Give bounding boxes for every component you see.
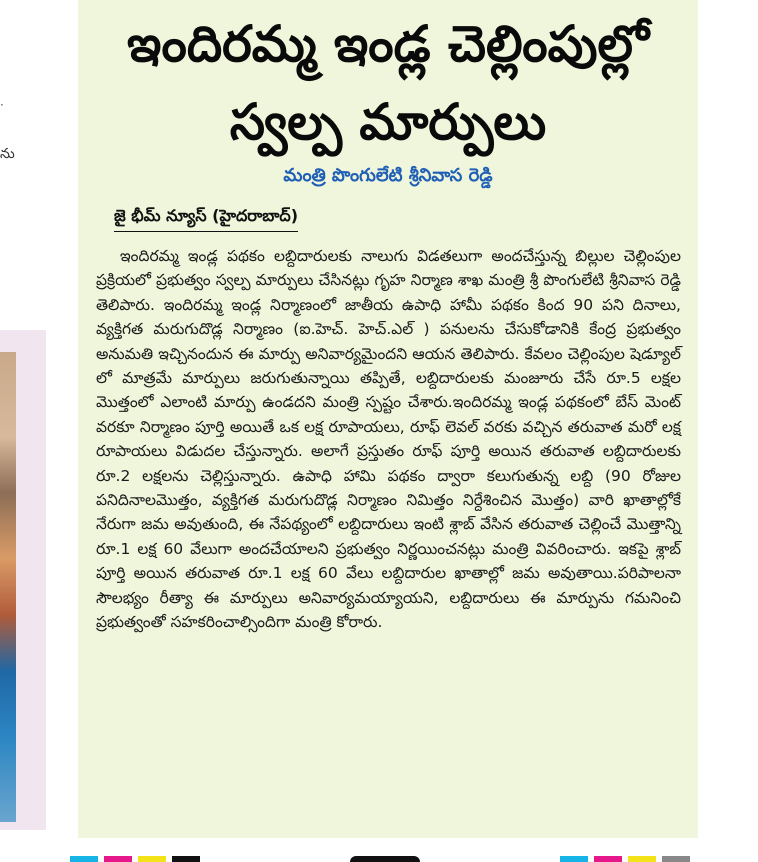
adjacent-photo-panel bbox=[0, 330, 46, 830]
headline-line-2: స్వల్ప మార్పులు bbox=[229, 93, 547, 151]
adjacent-column-mark: · bbox=[0, 98, 4, 112]
news-article bbox=[78, 0, 698, 838]
dateline: జై భీమ్ న్యూస్ (హైదరాబాద్) bbox=[114, 206, 298, 232]
subheadline: మంత్రి పొంగులేటి శ్రీనివాస రెడ్డి bbox=[283, 165, 493, 186]
headline-line-1: ఇందిరమ్మ ఇండ్ల చెల్లింపుల్లో bbox=[127, 15, 649, 73]
adjacent-photo bbox=[0, 352, 16, 822]
article-body: ఇందిరమ్మ ఇండ్ల పథకం లబ్దిదారులకు నాలుగు విడతలుగా అందచేస్తున్న బిల్లుల చెల్లింపుల ప్రక్రియలో ప్రభుత్వం స్వల్ప మార్పులు చేసినట్లు గృహ నిర్మాణ శాఖ మంత్రి శ్రీ పొంగులేటి శ్రీనివాస రెడ్డి తెలిపారు. ఇందిరమ్మ ఇండ్ల నిర్మాణంలో జాతీయ ఉపాధి హామీ పథకం కింద 90 పని దినాలు, వ్యక్తిగత మరుగుదొడ్ల నిర్మాణం (ఐ.హెచ్. హెచ్.ఎల్ ) పనులను చేసుకోడానికి కేంద్ర ప్రభుత్వం అనుమతి ఇచ్చినందున ఈ మార్పు అనివార్యమైందని ఆయన తెలిపారు. కేవలం చెల్లింపుల షెడ్యూల్ లో మాత్రమే మార్పులు జరుగుతున్నాయి తప్పితే, లబ్దిదారులకు మంజూరు చేసే రూ.5 లక్షల మొత్తంలో ఎలాంటి మార్పు ఉండదని మంత్రి స్పష్టం చేశారు.ఇందిరమ్మ ఇండ్ల పథకంలో బేస్ మెంట్ వరకూ నిర్మాణం పూర్తి అయితే ఒక లక్ష రూపాయలు, రూఫ్ లెవల్ వరకు వచ్చిన తరువాత మరో లక్ష రూపాయలు విడుదల చేస్తున్నారు. అలాగే ప్రస్తుతం రూఫ్ పూర్తి అయిన తరువాత లబ్దిదారులకు రూ.2 లక్షలను చెల్లిస్తున్నారు. ఉపాధి హామి పథకం ద్వారా కలుగుతున్న లబ్ది (90 రోజుల పనిదినాలమొత్తం, వ్యక్తిగత మరుగుదొడ్ల నిర్మాణం నిమిత్తం నిర్దేశించిన మొత్తం) వారి ఖాతాల్లోకే నేరుగా జమ అవుతుంది, ఈ నేపథ్యంలో లబ్దిదారులు ఇంటి శ్లాబ్ వేసిన తరువాత చెల్లించే మొత్తాన్ని రూ.1 లక్ష 60 వేలుగా అందచేయాలని ప్రభుత్వం నిర్ణయించనట్లు మంత్రి వివరించారు. ఇకపై శ్లాబ్ పూర్తి అయిన తరువాత రూ.1 లక్ష 60 వేలు లబ్దిదారుల ఖాతాల్లో జమ అవుతాయి.పరిపాలనా సౌలభ్యం రీత్యా ఈ మార్పులు అనివార్యమయ్యాయని, లబ్దిదారులు ఈ మార్పును గమనించి ప్రభుత్వంతో సహకరించాల్సిందిగా మంత్రి కోరారు. bbox=[96, 247, 681, 632]
adjacent-column-text: ను bbox=[0, 146, 15, 162]
print-color-registration-strip bbox=[0, 850, 758, 862]
